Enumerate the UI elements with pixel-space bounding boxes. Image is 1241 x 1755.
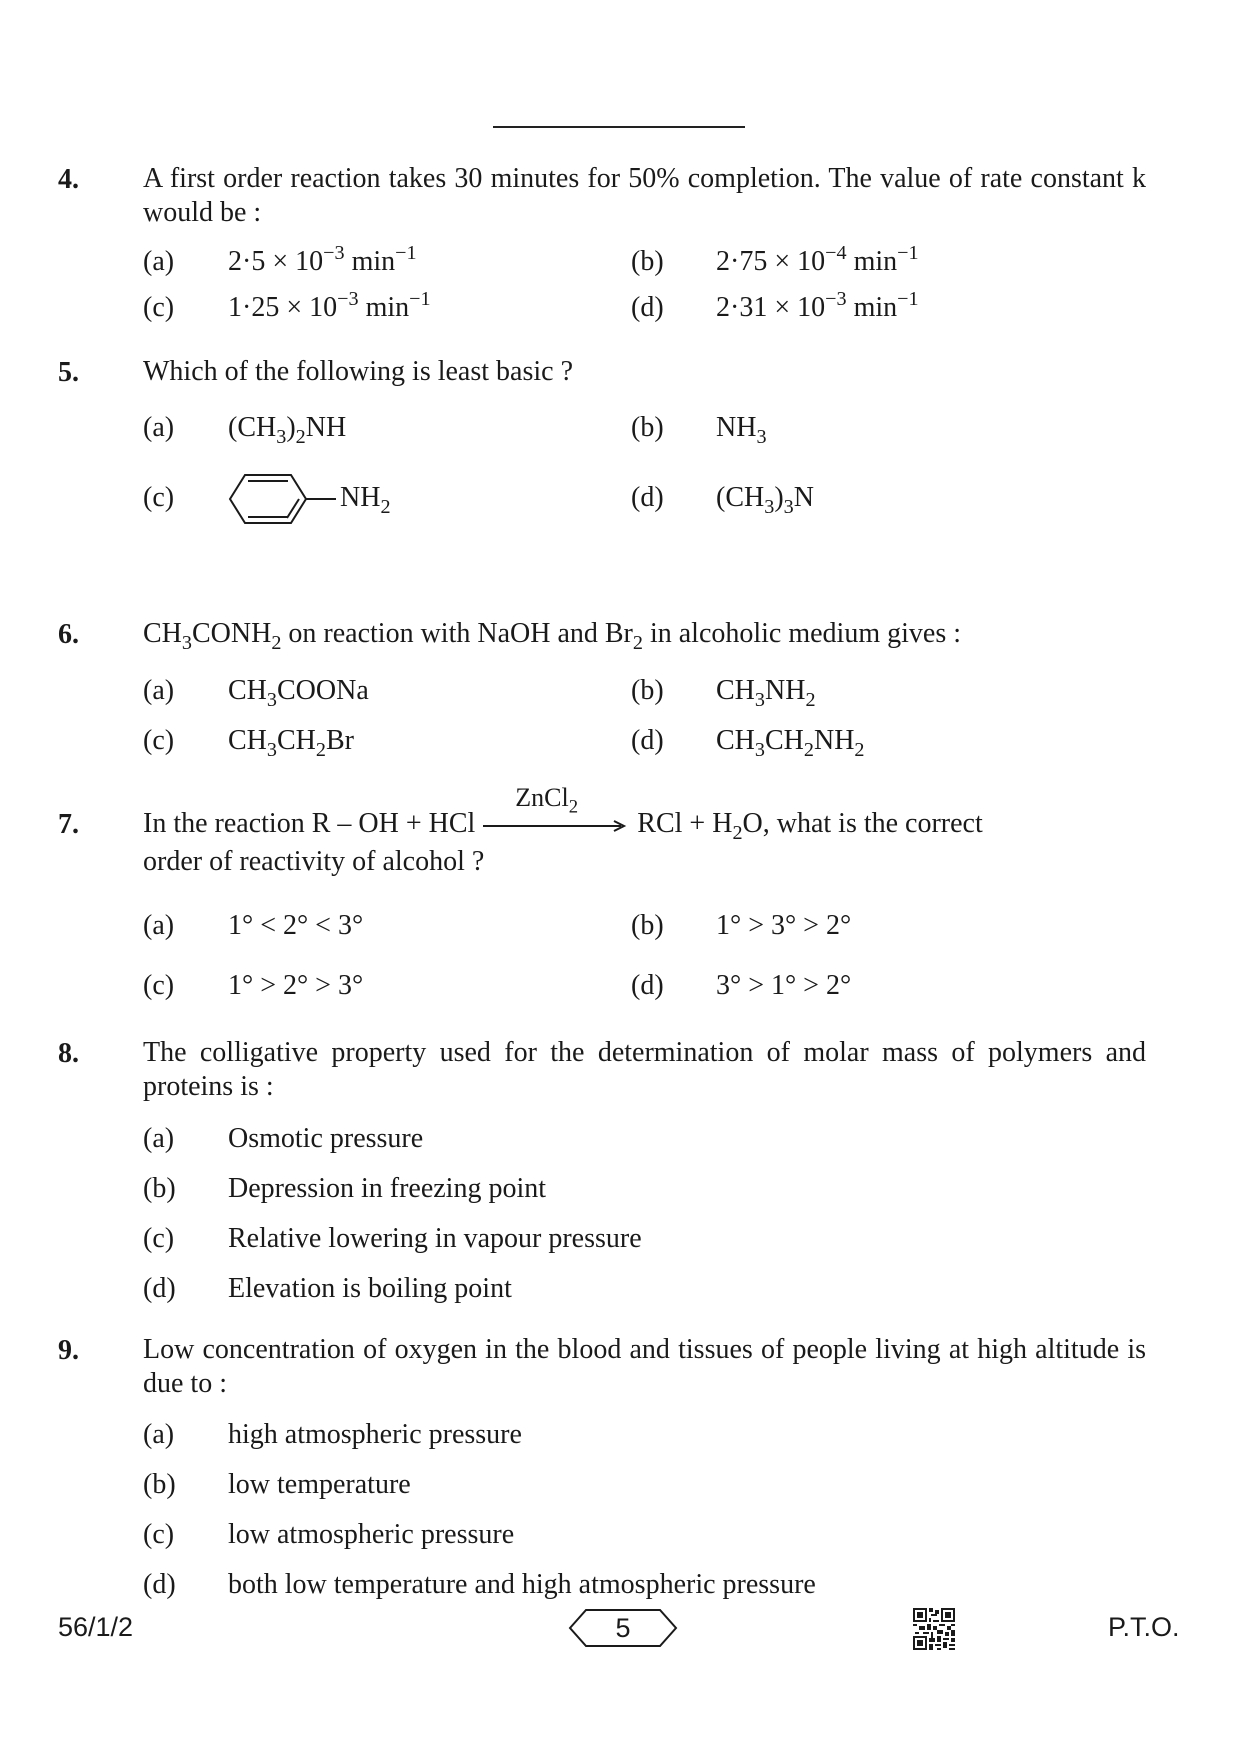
question-text: A first order reaction takes 30 minutes for 50% completion. The value of rate constant k would be : bbox=[143, 163, 1146, 228]
option-value: $2\cdot 75 \times 10^{-4}$ $\min^{-1}$ bbox=[716, 241, 919, 277]
option-label: (b) bbox=[143, 1173, 176, 1204]
question-text: Which of the following is least basic ? bbox=[143, 356, 573, 387]
option-value: $NH_3$ bbox=[716, 412, 767, 449]
question-number: 8. bbox=[58, 1038, 79, 1069]
option-label: (b) bbox=[631, 412, 664, 443]
question-number: 7. bbox=[58, 809, 79, 840]
option-value: low temperature bbox=[228, 1469, 411, 1500]
option-value: $CH_3CH_2NH_2$ bbox=[716, 725, 865, 762]
option-label: (a) bbox=[143, 412, 175, 443]
question-text: Low concentration of oxygen in the blood and tissues of people living at high altitude is due to : bbox=[143, 1334, 1146, 1399]
option-label: (a) bbox=[143, 246, 175, 277]
option-value: $CH_3COONa$ bbox=[228, 675, 369, 712]
option-label: (c) bbox=[143, 482, 175, 513]
option-value: Osmotic pressure bbox=[228, 1123, 424, 1154]
benzene-ring-icon bbox=[228, 472, 340, 526]
qr-code-icon bbox=[913, 1608, 955, 1650]
question-text: The colligative property used for the determination of molar mass of polymers and proteins is : bbox=[143, 1037, 1146, 1102]
option-label: (d) bbox=[631, 725, 664, 756]
option-value: high atmospheric pressure bbox=[228, 1419, 522, 1450]
paper-code: 56/1/2 bbox=[58, 1612, 134, 1642]
option-label: (c) bbox=[143, 1223, 175, 1254]
option-label: (a) bbox=[143, 910, 175, 941]
question-number: 9. bbox=[58, 1335, 79, 1366]
option-value: $1\cdot 25 \times 10^{-3}$ $\min^{-1}$ bbox=[228, 287, 431, 323]
option-label: (a) bbox=[143, 1123, 175, 1154]
page-number-badge bbox=[568, 1608, 678, 1648]
option-label: (b) bbox=[631, 246, 664, 277]
option-value: both low temperature and high atmospheric pressure bbox=[228, 1569, 816, 1600]
option-label: (c) bbox=[143, 725, 175, 756]
option-value: Depression in freezing point bbox=[228, 1173, 547, 1204]
option-value: $CH_3CH_2Br$ bbox=[228, 725, 354, 762]
option-value: 3° > 1° > 2° bbox=[716, 970, 852, 1001]
option-value: 1° < 2° < 3° bbox=[228, 910, 364, 941]
question-number: 5. bbox=[58, 357, 79, 388]
top-divider bbox=[493, 126, 745, 128]
option-label: (c) bbox=[143, 970, 175, 1001]
option-label: (b) bbox=[631, 910, 664, 941]
question-number: 6. bbox=[58, 619, 79, 650]
reaction-arrow bbox=[481, 782, 631, 841]
please-turn-over: P.T.O. bbox=[1108, 1612, 1180, 1642]
option-value: $NH_2$ bbox=[340, 482, 391, 519]
option-label: (c) bbox=[143, 292, 175, 323]
option-label: (c) bbox=[143, 1519, 175, 1550]
option-value: $(CH_3)_2NH$ bbox=[228, 412, 347, 449]
option-value: Relative lowering in vapour pressure bbox=[228, 1223, 642, 1254]
option-label: (a) bbox=[143, 1419, 175, 1450]
arrow-icon bbox=[481, 811, 631, 841]
option-value: $2\cdot 5 \times 10^{-3}$ $\min^{-1}$ bbox=[228, 241, 417, 277]
question-text: In the reaction R – OH + HCl ZnCl$_2$ RCl + $H_2O$, what is the correct order of reactivity of alcohol ? bbox=[143, 782, 983, 877]
option-value: $CH_3NH_2$ bbox=[716, 675, 816, 712]
option-label: (d) bbox=[631, 482, 664, 513]
question-text: $CH_3CONH_2$ on reaction with NaOH and $Br_2$ in alcoholic medium gives : bbox=[143, 618, 962, 655]
catalyst-label: ZnCl$_2$ bbox=[515, 782, 579, 818]
option-value: 1° > 2° > 3° bbox=[228, 970, 364, 1001]
option-value: low atmospheric pressure bbox=[228, 1519, 515, 1550]
option-label: (d) bbox=[631, 292, 664, 323]
option-value: 1° > 3° > 2° bbox=[716, 910, 852, 941]
option-label: (b) bbox=[143, 1469, 176, 1500]
option-label: (b) bbox=[631, 675, 664, 706]
question-number: 4. bbox=[58, 164, 79, 195]
option-label: (d) bbox=[631, 970, 664, 1001]
option-value: $(CH_3)_3N$ bbox=[716, 482, 814, 519]
option-value: Elevation is boiling point bbox=[228, 1273, 512, 1304]
option-label: (d) bbox=[143, 1273, 176, 1304]
option-label: (a) bbox=[143, 675, 175, 706]
page-number: 5 bbox=[615, 1613, 631, 1643]
option-label: (d) bbox=[143, 1569, 176, 1600]
option-value: $2\cdot 31 \times 10^{-3}$ $\min^{-1}$ bbox=[716, 287, 919, 323]
